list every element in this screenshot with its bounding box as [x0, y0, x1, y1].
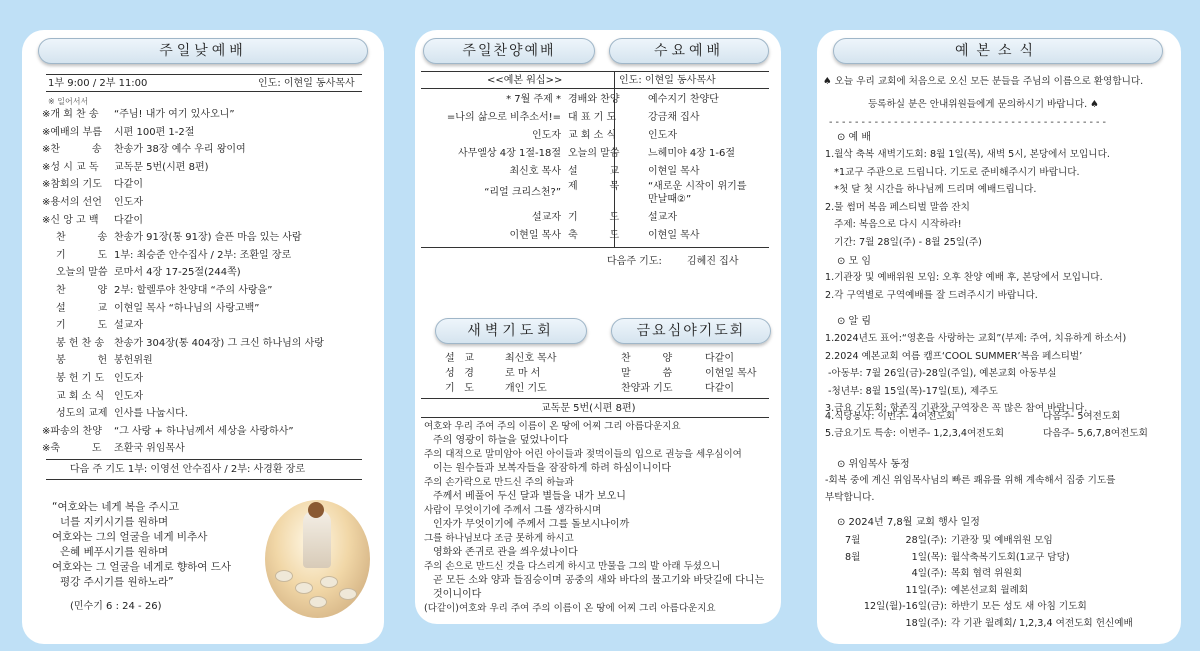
service-row [42, 106, 235, 124]
service-row [42, 194, 143, 212]
wed-row-label: 오늘의 말씀 [568, 148, 620, 159]
reading-line: 주의 손가락으로 만드신 주의 하늘과 [424, 477, 574, 488]
schedule-event: 하반기 모든 성도 새 아침 기도회 [951, 601, 1087, 612]
worship-line: 기간: 7월 28일(주) - 8월 25일(주) [825, 236, 982, 248]
service-row-label: 봉 헌 찬 송 [56, 337, 105, 349]
service-row [56, 335, 324, 353]
wed-row-value: 이현일 목사 [648, 166, 700, 177]
wed-row-value: “새로운 시작이 위기를 [648, 181, 747, 192]
schedule-date: 4일(주): [911, 568, 947, 579]
service-row-label: ※축 도 [42, 443, 102, 455]
verse-line: “여호와는 네게 복을 주시고 [52, 501, 180, 513]
praise-row: 설교자 [532, 212, 561, 223]
worship-line: 주제: 복음으로 다시 시작하라! [825, 219, 962, 230]
jesus-with-sheep-image [265, 500, 370, 618]
pastor-line: 부탁합니다. [825, 492, 875, 503]
wed-row-label: 설 교 [568, 166, 620, 177]
divider [421, 398, 769, 399]
service-row [56, 282, 272, 300]
service-row-value: 이현일 목사 “하나님의 사랑고백” [114, 302, 260, 314]
service-row-value: 인사를 나눕시다. [114, 408, 188, 420]
dawn-row-value: 최신호 목사 [505, 353, 557, 364]
schedule-date: 1일(목): [911, 551, 947, 563]
dawn-row-value: 개인 기도 [505, 383, 547, 394]
notice-line: -청년부: 8월 15일(목)-17일(토), 제주도 [825, 385, 998, 397]
service-row-label: ※파송의 찬양 [42, 425, 102, 437]
meeting-line: 1.기관장 및 예배위원 모임: 오후 찬양 예배 후, 본당에서 모입니다. [825, 272, 1103, 283]
sunday-worship-title: 주일낮예배 [38, 38, 368, 64]
verse-line: 은혜 베푸시기를 원하며 [60, 546, 169, 558]
reading-line: 영화와 존귀로 관을 씌우셨나이다 [433, 547, 578, 558]
worship-line: 2.물 썸머 복음 페스티벌 말씀 잔치 [825, 201, 970, 213]
wed-row-value: 설교자 [648, 212, 677, 223]
news-title: 예본소식 [833, 38, 1163, 64]
reading-line: 주의 대적으로 말미암아 어린 아이들과 젖먹이들의 입으로 권능을 세우심이여 [424, 449, 742, 460]
service-row-label: ※용서의 선언 [42, 197, 102, 208]
friday-special-song-next: 다음주- 5,6,7,8여전도회 [1043, 428, 1148, 439]
service-row [42, 124, 194, 142]
dawn-prayer-title: 새벽기도회 [435, 318, 587, 344]
verse-reference: (민수기 6 : 24 - 26) [70, 601, 162, 612]
reading-line: 사람이 무엇이기에 주께서 그를 생각하시며 [424, 505, 602, 516]
schedule-event: 기관장 및 예배위원 모임 [951, 535, 1053, 546]
service-row-label: ※참회의 기도 [42, 179, 102, 191]
meal-service-next: 다음주- 5여전도회 [1043, 411, 1121, 422]
service-row-label: 찬 양 [56, 285, 108, 296]
service-row [56, 229, 302, 247]
sheep-shape [295, 582, 313, 594]
service-row-label: ※신 앙 고 백 [42, 214, 99, 226]
welcome-line-1: ♠ 오늘 우리 교회에 처음으로 오신 모든 분들을 주님의 이름으로 환영합니다. [823, 76, 1144, 87]
schedule-date: 12일(월)-16일(금): [863, 601, 947, 612]
friday-prayer-title: 금요심야기도회 [611, 318, 771, 344]
wed-row-value: 느헤미야 4장 1-6절 [648, 148, 736, 159]
service-row [42, 440, 185, 458]
service-row-label: 성도의 교제 [56, 408, 108, 420]
reading-title: 교독문 5번(시편 8편) [541, 403, 636, 414]
friday-row-label: 찬 양 [621, 353, 673, 364]
wednesday-next-prayer-label: 다음주 기도: [607, 256, 662, 267]
schedule-event: 월삭축복기도회(1교구 담당) [951, 551, 1070, 563]
schedule-event: 예본선교회 월례회 [951, 584, 1029, 596]
schedule-event: 각 기관 월례회/ 1,2,3,4 여전도회 헌신예배 [951, 617, 1133, 629]
schedule-date: 11일(주): [905, 584, 947, 596]
praise-row: 인도자 [532, 130, 561, 141]
service-leader: 인도: 이현일 동사목사 [258, 78, 355, 89]
service-row-label: ※예배의 부름 [42, 126, 102, 138]
service-time: 1부 9:00 / 2부 11:00 [48, 78, 148, 89]
service-row-value: 다같이 [114, 214, 143, 226]
meeting-heading: ⊙ 모 임 [837, 256, 872, 267]
figure-shape [303, 510, 331, 568]
sheep-shape [339, 588, 357, 600]
wed-row-label: 경배와 찬양 [568, 94, 620, 105]
praise-row: 사무엘상 4장 1절-18절 [457, 148, 561, 159]
service-row-value: 설교자 [114, 320, 143, 332]
reading-line: 주의 손으로 만드신 것을 다스리게 하시고 만물을 그의 발 아래 두셨으니 [424, 561, 721, 572]
service-row [56, 370, 143, 388]
friday-row-value: 이현일 목사 [705, 368, 757, 379]
dawn-row-label: 성 경 [445, 368, 474, 379]
service-row-value: 찬송가 304장(통 404장) 그 크신 하나님의 사랑 [114, 337, 324, 349]
worship-heading: ⊙ 예 배 [837, 132, 872, 143]
figure-head [308, 502, 324, 518]
services-panel [415, 30, 781, 624]
service-row-label: 찬 송 [56, 232, 108, 244]
wednesday-next-prayer-name: 김혜진 집사 [687, 256, 739, 267]
service-row [56, 300, 259, 318]
worship-line: *첫 달 첫 시간을 하나님께 드리며 예배드립니다. [825, 184, 1037, 195]
reading-line: 인자가 무엇이기에 주께서 그를 돌보시나이까 [433, 519, 630, 530]
meeting-line: 2.각 구역별로 구역예배를 잘 드려주시기 바랍니다. [825, 289, 1038, 301]
reading-line: 것이니이다 [433, 589, 482, 600]
service-row [42, 423, 294, 441]
service-row-label: ※성 시 교 독 [42, 161, 99, 173]
service-row-value: 조환국 위임목사 [114, 443, 185, 455]
pastor-line: -회복 중에 계신 위임목사님의 빠른 쾌유를 위해 계속해서 집중 기도를 [825, 475, 1116, 486]
service-row [42, 141, 246, 159]
schedule-event: 목회 협력 위원회 [951, 568, 1022, 579]
next-prayer: 다음 주 기도 1부: 이영선 안수집사 / 2부: 사경환 장로 [70, 464, 305, 475]
verse-line: 평강 주시기를 원하노라” [60, 576, 174, 588]
schedule-date: 28일(주): [905, 535, 947, 546]
service-row-value: 2부: 할렐루야 찬양대 “주의 사랑을” [114, 285, 273, 296]
praise-row: =나의 삶으로 비추소서!= [446, 112, 561, 123]
reading-line: 이는 원수들과 보복자들을 잠잠하게 하려 하심이니이다 [433, 463, 672, 474]
sheep-shape [320, 576, 338, 588]
schedule-month: 7월 [845, 535, 861, 546]
divider [421, 247, 769, 248]
service-row-label: 교 회 소 식 [56, 390, 105, 402]
dawn-row-label: 기 도 [445, 383, 474, 394]
service-row [56, 388, 143, 406]
dawn-row-value: 로 마 서 [505, 368, 541, 379]
wed-row-label: 교 회 소 식 [568, 130, 617, 141]
service-row [42, 159, 209, 177]
service-row-value: “주님! 내가 여기 있사오니” [114, 109, 235, 120]
wed-row-label: 기 도 [568, 212, 620, 223]
service-row-label: 오늘의 말씀 [56, 267, 108, 279]
dashed-divider: - - - - - - - - - - - - - - - - - - - - - - - - - - - - - - - - - - - - - - - - - - - [829, 117, 1106, 128]
service-row-label: 봉 헌 [56, 355, 108, 367]
reading-line: 여호와 우리 주여 주의 이름이 온 땅에 어찌 그리 아름다운지요 [424, 421, 681, 432]
friday-row-label: 찬양과 기도 [621, 383, 673, 394]
friday-row-label: 말 씀 [621, 368, 673, 379]
reading-line: 주께서 베풀어 두신 달과 별들을 내가 보오니 [433, 491, 626, 502]
friday-special-song: 5.금요기도 특송: 이번주- 1,2,3,4여전도회 [825, 428, 1005, 439]
service-row-value: 봉헌위원 [114, 355, 153, 367]
schedule-heading: ⊙ 2024년 7,8월 교회 행사 일정 [837, 517, 980, 528]
welcome-line-2: 등록하실 분은 안내위원들에게 문의하시기 바랍니다. ♠ [868, 99, 1099, 110]
service-row-value: 인도자 [114, 197, 143, 208]
service-row-label: 봉 헌 기 도 [56, 373, 105, 384]
service-row-value: 인도자 [114, 373, 143, 384]
sunday-worship-panel [22, 30, 384, 644]
praise-row: 최신호 목사 [509, 166, 561, 177]
divider [421, 88, 769, 89]
notice-line: 3.금요 기도회: 항존직 기관장 구역장은 꼭 많은 참여 바랍니다. [825, 403, 1088, 414]
reading-line: 주의 영광이 하늘을 덮었나이다 [433, 435, 569, 446]
news-panel [817, 30, 1181, 644]
schedule-month: 8월 [845, 551, 861, 563]
wed-row-value: 만날때②” [648, 194, 692, 205]
service-row [42, 212, 143, 230]
verse-line: 너를 지키시기를 원하며 [60, 516, 169, 528]
service-row-label: 기 도 [56, 320, 108, 332]
wed-row-label: 제 목 [568, 181, 620, 192]
praise-row: * 7월 주제 * [506, 94, 561, 105]
service-row [56, 405, 188, 423]
service-row-value: 로마서 4장 17-25절(244쪽) [114, 267, 241, 279]
service-row [42, 176, 143, 194]
notice-line: -아동부: 7월 26일(금)-28일(주일), 예본교회 아동부실 [825, 368, 1057, 379]
dawn-row-label: 설 교 [445, 353, 474, 364]
divider [421, 71, 769, 72]
wed-row-value: 강금채 집사 [648, 112, 700, 123]
notice-line: 2.2024 예본교회 여름 캠프‘COOL SUMMER’복음 페스티벌’ [825, 350, 1083, 362]
sheep-shape [309, 596, 327, 608]
service-row [56, 352, 153, 370]
wed-row-label: 대 표 기 도 [568, 112, 617, 123]
service-row-value: 1부: 최승준 안수집사 / 2부: 조환일 장로 [114, 249, 292, 261]
worship-line: 1.월삭 축복 새벽기도회: 8월 1일(목), 새벽 5시, 본당에서 모입니다. [825, 149, 1110, 160]
standing-note: ※ 일어서서 [48, 97, 89, 106]
divider [46, 74, 362, 75]
reading-line: (다같이)여호와 우리 주여 주의 이름이 온 땅에 어찌 그리 아름다운지요 [424, 603, 716, 614]
notice-heading: ⊙ 알 림 [837, 316, 872, 327]
service-row-label: 설 교 [56, 302, 108, 314]
pastor-heading: ⊙ 위임목사 동정 [837, 459, 910, 470]
friday-row-value: 다같이 [705, 383, 734, 394]
reading-line: 곧 모든 소와 양과 들짐승이며 공중의 새와 바다의 물고기와 바닷길에 다니는 [433, 575, 765, 586]
schedule-date: 18일(주): [905, 617, 947, 629]
reading-line: 그를 하나님보다 조금 못하게 하시고 [424, 533, 574, 544]
meal-service: 4.식당봉사: 이번주- 4여전도회 [825, 411, 955, 422]
praise-worship-title: 주일찬양예배 [423, 38, 595, 64]
praise-row: “리얼 크리스천?” [484, 187, 561, 198]
divider [421, 417, 769, 418]
verse-line: 여호와는 그 얼굴을 네게로 향하여 드사 [52, 561, 231, 573]
wed-row-value: 예수지기 찬양단 [648, 94, 719, 105]
sheep-shape [275, 570, 293, 582]
service-row-label: ※찬 송 [42, 144, 102, 156]
wed-row-label: 축 도 [568, 230, 620, 241]
wednesday-worship-title: 수요예배 [609, 38, 769, 64]
service-row [56, 247, 291, 265]
service-row [56, 264, 241, 282]
service-row [56, 317, 143, 335]
divider [46, 459, 362, 460]
friday-row-value: 다같이 [705, 353, 734, 364]
divider [46, 479, 362, 480]
verse-line: 여호와는 그의 얼굴을 네게 비추사 [52, 531, 208, 543]
wednesday-leader: 인도: 이현일 동사목사 [619, 75, 716, 86]
service-row-value: 교독문 5번(시편 8편) [114, 161, 209, 173]
service-row-label: ※개 회 찬 송 [42, 109, 99, 120]
service-row-value: 찬송가 38장 예수 우리 왕이여 [114, 144, 246, 156]
service-row-value: 다같이 [114, 179, 143, 191]
divider [46, 91, 362, 92]
notice-line: 1.2024년도 표어:“영혼을 사랑하는 교회”(부제: 주여, 치유하게 하소서) [825, 333, 1127, 344]
service-row-value: “그 사랑 + 하나님께서 세상을 사랑하사” [114, 425, 294, 437]
worship-line: *1교구 주관으로 드립니다. 기도로 준비해주시기 바랍니다. [825, 166, 1080, 178]
service-row-value: 인도자 [114, 390, 143, 402]
praise-row: 이현일 목사 [509, 230, 561, 241]
service-row-label: 기 도 [56, 249, 108, 261]
service-row-value: 찬송가 91장(통 91장) 슬픈 마음 있는 사람 [114, 232, 302, 244]
praise-subtitle: <<예본 워십>> [487, 75, 563, 86]
wed-row-value: 이현일 목사 [648, 230, 700, 241]
service-row-value: 시편 100편 1-2절 [114, 126, 195, 138]
wed-row-value: 인도자 [648, 130, 677, 141]
